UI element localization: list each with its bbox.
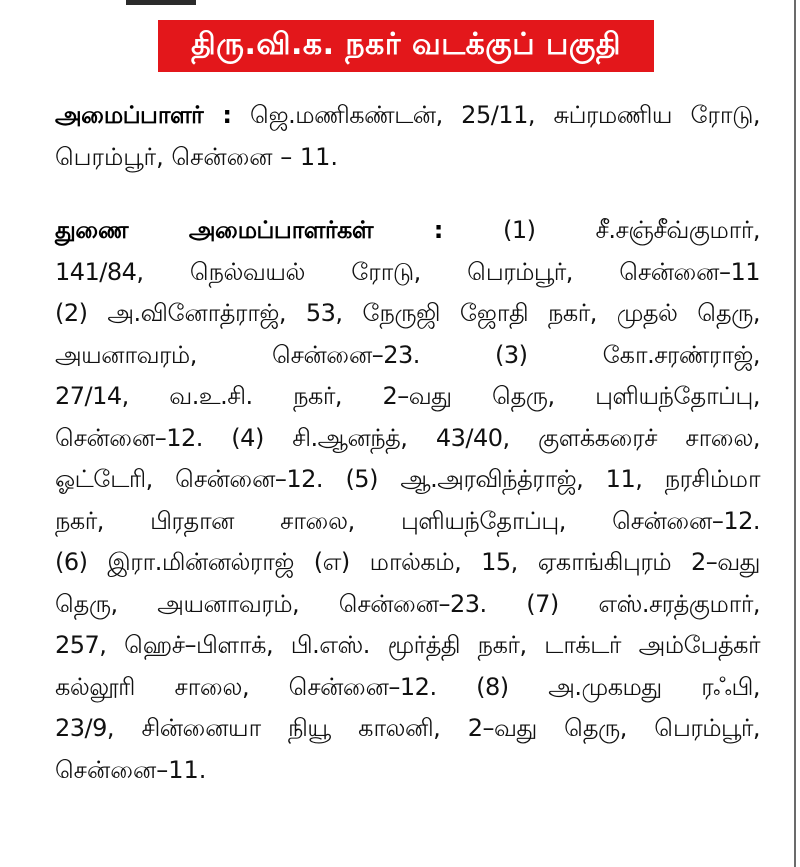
deputy-line-8: நகர், பிரதான சாலை, புளியந்தோப்பு, சென்னை–12.: [55, 506, 760, 535]
deputy-line-1: [55, 210, 760, 252]
deputy-line-5: 27/14, வ.உ.சி. நகர், 2–வது தெரு, புளியந்தோப்பு,: [55, 382, 760, 410]
section-title: திரு.வி.க. நகர் வடக்குப் பகுதி: [191, 26, 621, 62]
deputy-line-12: கல்லூரி சாலை, சென்னை–12. (8) அ.முகமது ரஃபி,: [55, 672, 760, 701]
title-banner: [158, 20, 654, 72]
deputy-line-2: 141/84, நெல்வயல் ரோடு, பெரம்பூர், சென்னை–11: [55, 257, 760, 286]
deputy-line-6: சென்னை–12. (4) சி.ஆனந்த், 43/40, குளக்கரைச் சாலை,: [55, 423, 760, 452]
deputy-text-1: (1) சீ.சஞ்சீவ்குமார்,: [502, 216, 760, 244]
deputy-line-10: தெரு, அயனாவரம், சென்னை–23. (7) எஸ்.சரத்குமார்,: [55, 589, 760, 618]
deputy-line-14: சென்னை–11.: [55, 755, 207, 784]
deputy-line-11: 257, ஹெச்–பிளாக், பி.எஸ். மூர்த்தி நகர், டாக்டர் அம்பேத்கர்: [55, 631, 760, 659]
deputy-line-4: அயனாவரம், சென்னை–23. (3) கோ.சரண்ராஜ்,: [55, 340, 760, 369]
organizer-text-1: ஜெ.மணிகண்டன், 25/11, சுப்ரமணிய ரோடு,: [249, 101, 760, 129]
deputy-organizers-paragraph: [55, 210, 760, 791]
right-border-line: [794, 0, 796, 867]
deputy-line-13: 23/9, சின்னையா நியூ காலனி, 2–வது தெரு, பெரம்பூர்,: [55, 714, 760, 742]
deputy-line-3: (2) அ.வினோத்ராஜ், 53, நேருஜி ஜோதி நகர், முதல் தெரு,: [55, 299, 760, 327]
organizer-line-2: பெரம்பூர், சென்னை – 11.: [55, 143, 338, 171]
deputy-line-7: ஓட்டேரி, சென்னை–12. (5) ஆ.அரவிந்த்ராஜ், 11, நரசிம்மா: [55, 465, 760, 493]
deputy-organizers-label: துணை அமைப்பாளர்கள் :: [55, 216, 443, 244]
organizer-paragraph: [55, 94, 760, 178]
deputy-line-9: (6) இரா.மின்னல்ராஜ் (எ) மால்கம், 15, ஏகாங்கிபுரம் 2–வது: [55, 548, 760, 576]
top-decorative-mark: [126, 0, 196, 5]
organizer-label: அமைப்பாளர் :: [55, 101, 232, 129]
organizer-line-1: [55, 94, 760, 136]
